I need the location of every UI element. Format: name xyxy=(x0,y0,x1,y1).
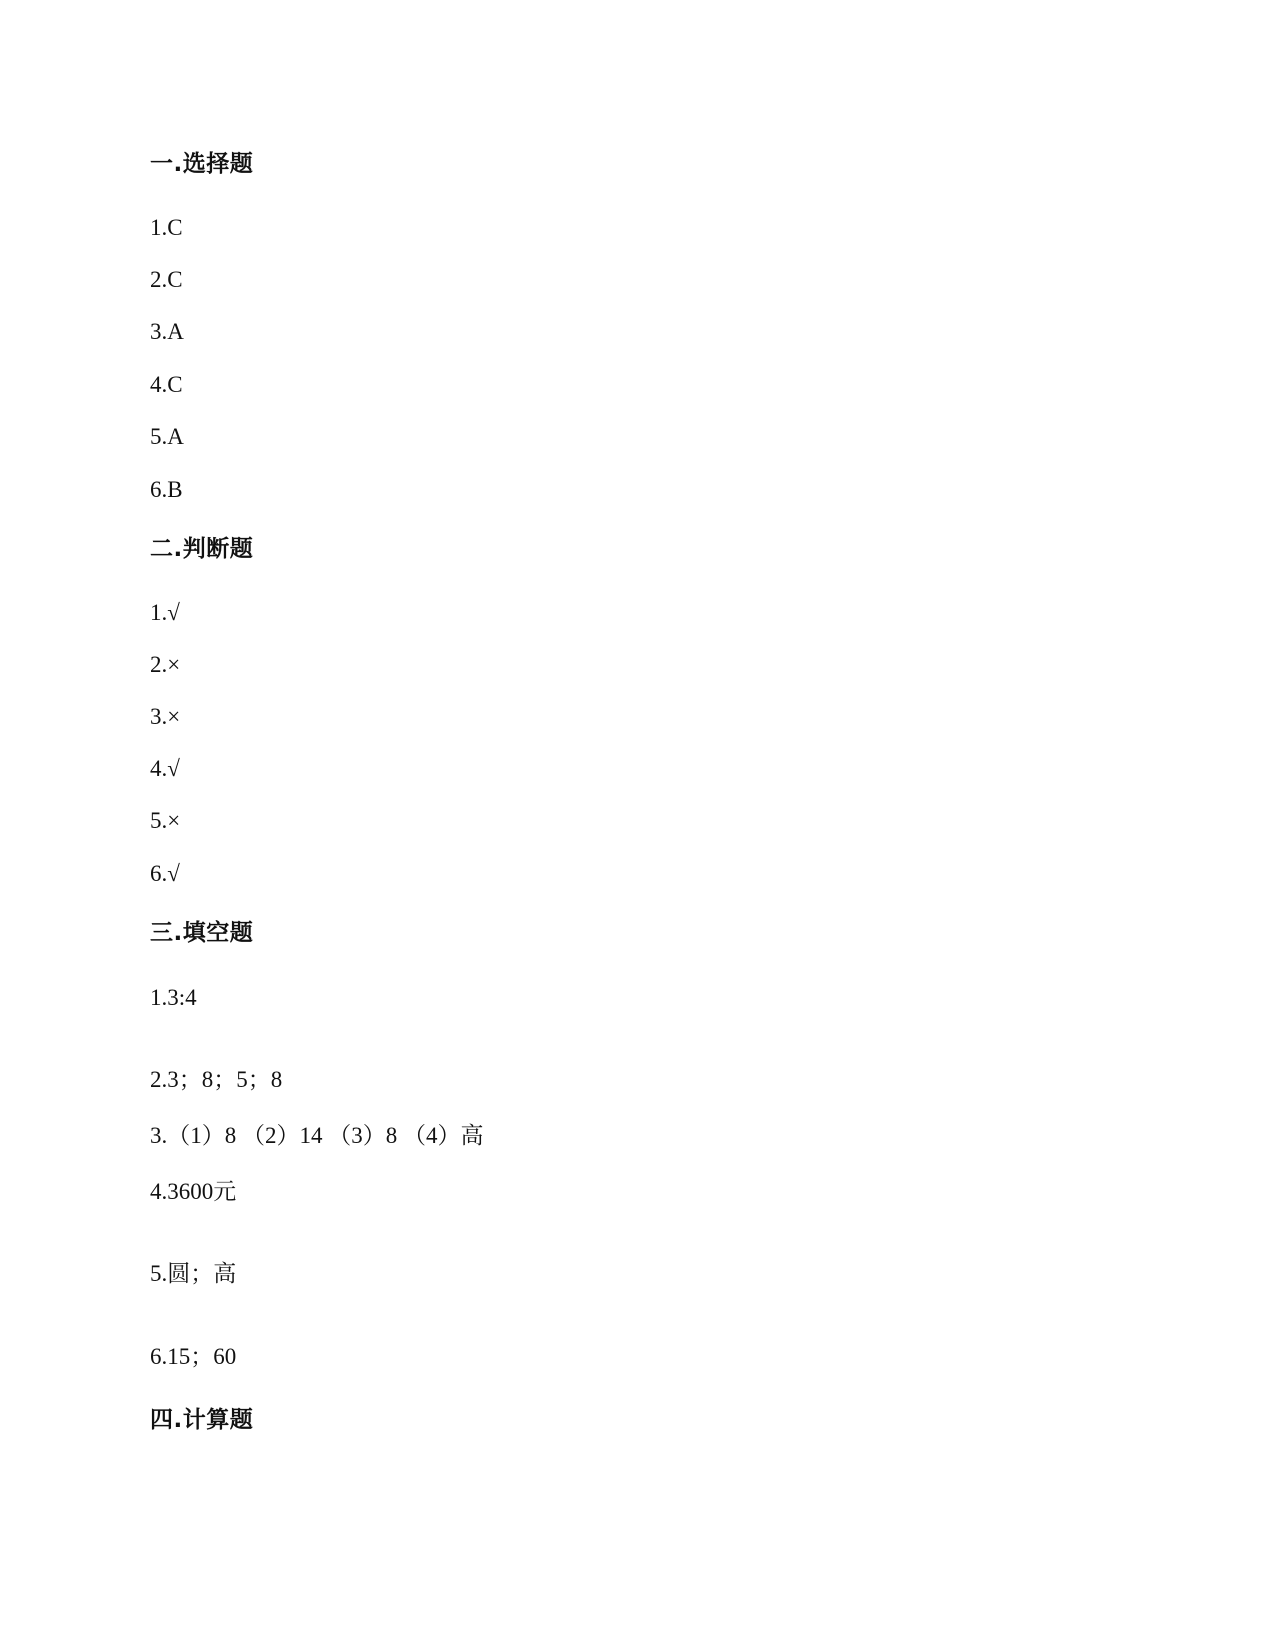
answer-item: 1.√ xyxy=(150,600,180,625)
answer-item: 2.C xyxy=(150,267,183,292)
answer-item: 1.C xyxy=(150,215,183,240)
answer-item: 5.× xyxy=(150,808,181,833)
answer-item: 1.3:4 xyxy=(150,985,197,1010)
answer-item: 6.B xyxy=(150,477,183,502)
answer-item: 5.A xyxy=(150,424,184,449)
answer-item: 5.圆；高 xyxy=(150,1261,237,1286)
section-heading-fill-blank: 三.填空题 xyxy=(150,920,254,946)
answer-item: 3.A xyxy=(150,319,184,344)
answer-item: 2.3；8；5；8 xyxy=(150,1067,283,1092)
section-heading-calculation: 四.计算题 xyxy=(150,1407,254,1433)
answer-item: 4.√ xyxy=(150,756,180,781)
answer-item: 4.3600元 xyxy=(150,1179,237,1204)
answer-item: 6.√ xyxy=(150,861,180,886)
answer-item: 6.15；60 xyxy=(150,1344,237,1369)
section-heading-choice: 一.选择题 xyxy=(150,151,254,177)
answer-item: 2.× xyxy=(150,652,181,677)
answer-item: 3.× xyxy=(150,704,181,729)
answer-item: 3.（1）8 （2）14 （3）8 （4）高 xyxy=(150,1123,484,1148)
answer-item: 4.C xyxy=(150,372,183,397)
section-heading-judgment: 二.判断题 xyxy=(150,536,254,562)
